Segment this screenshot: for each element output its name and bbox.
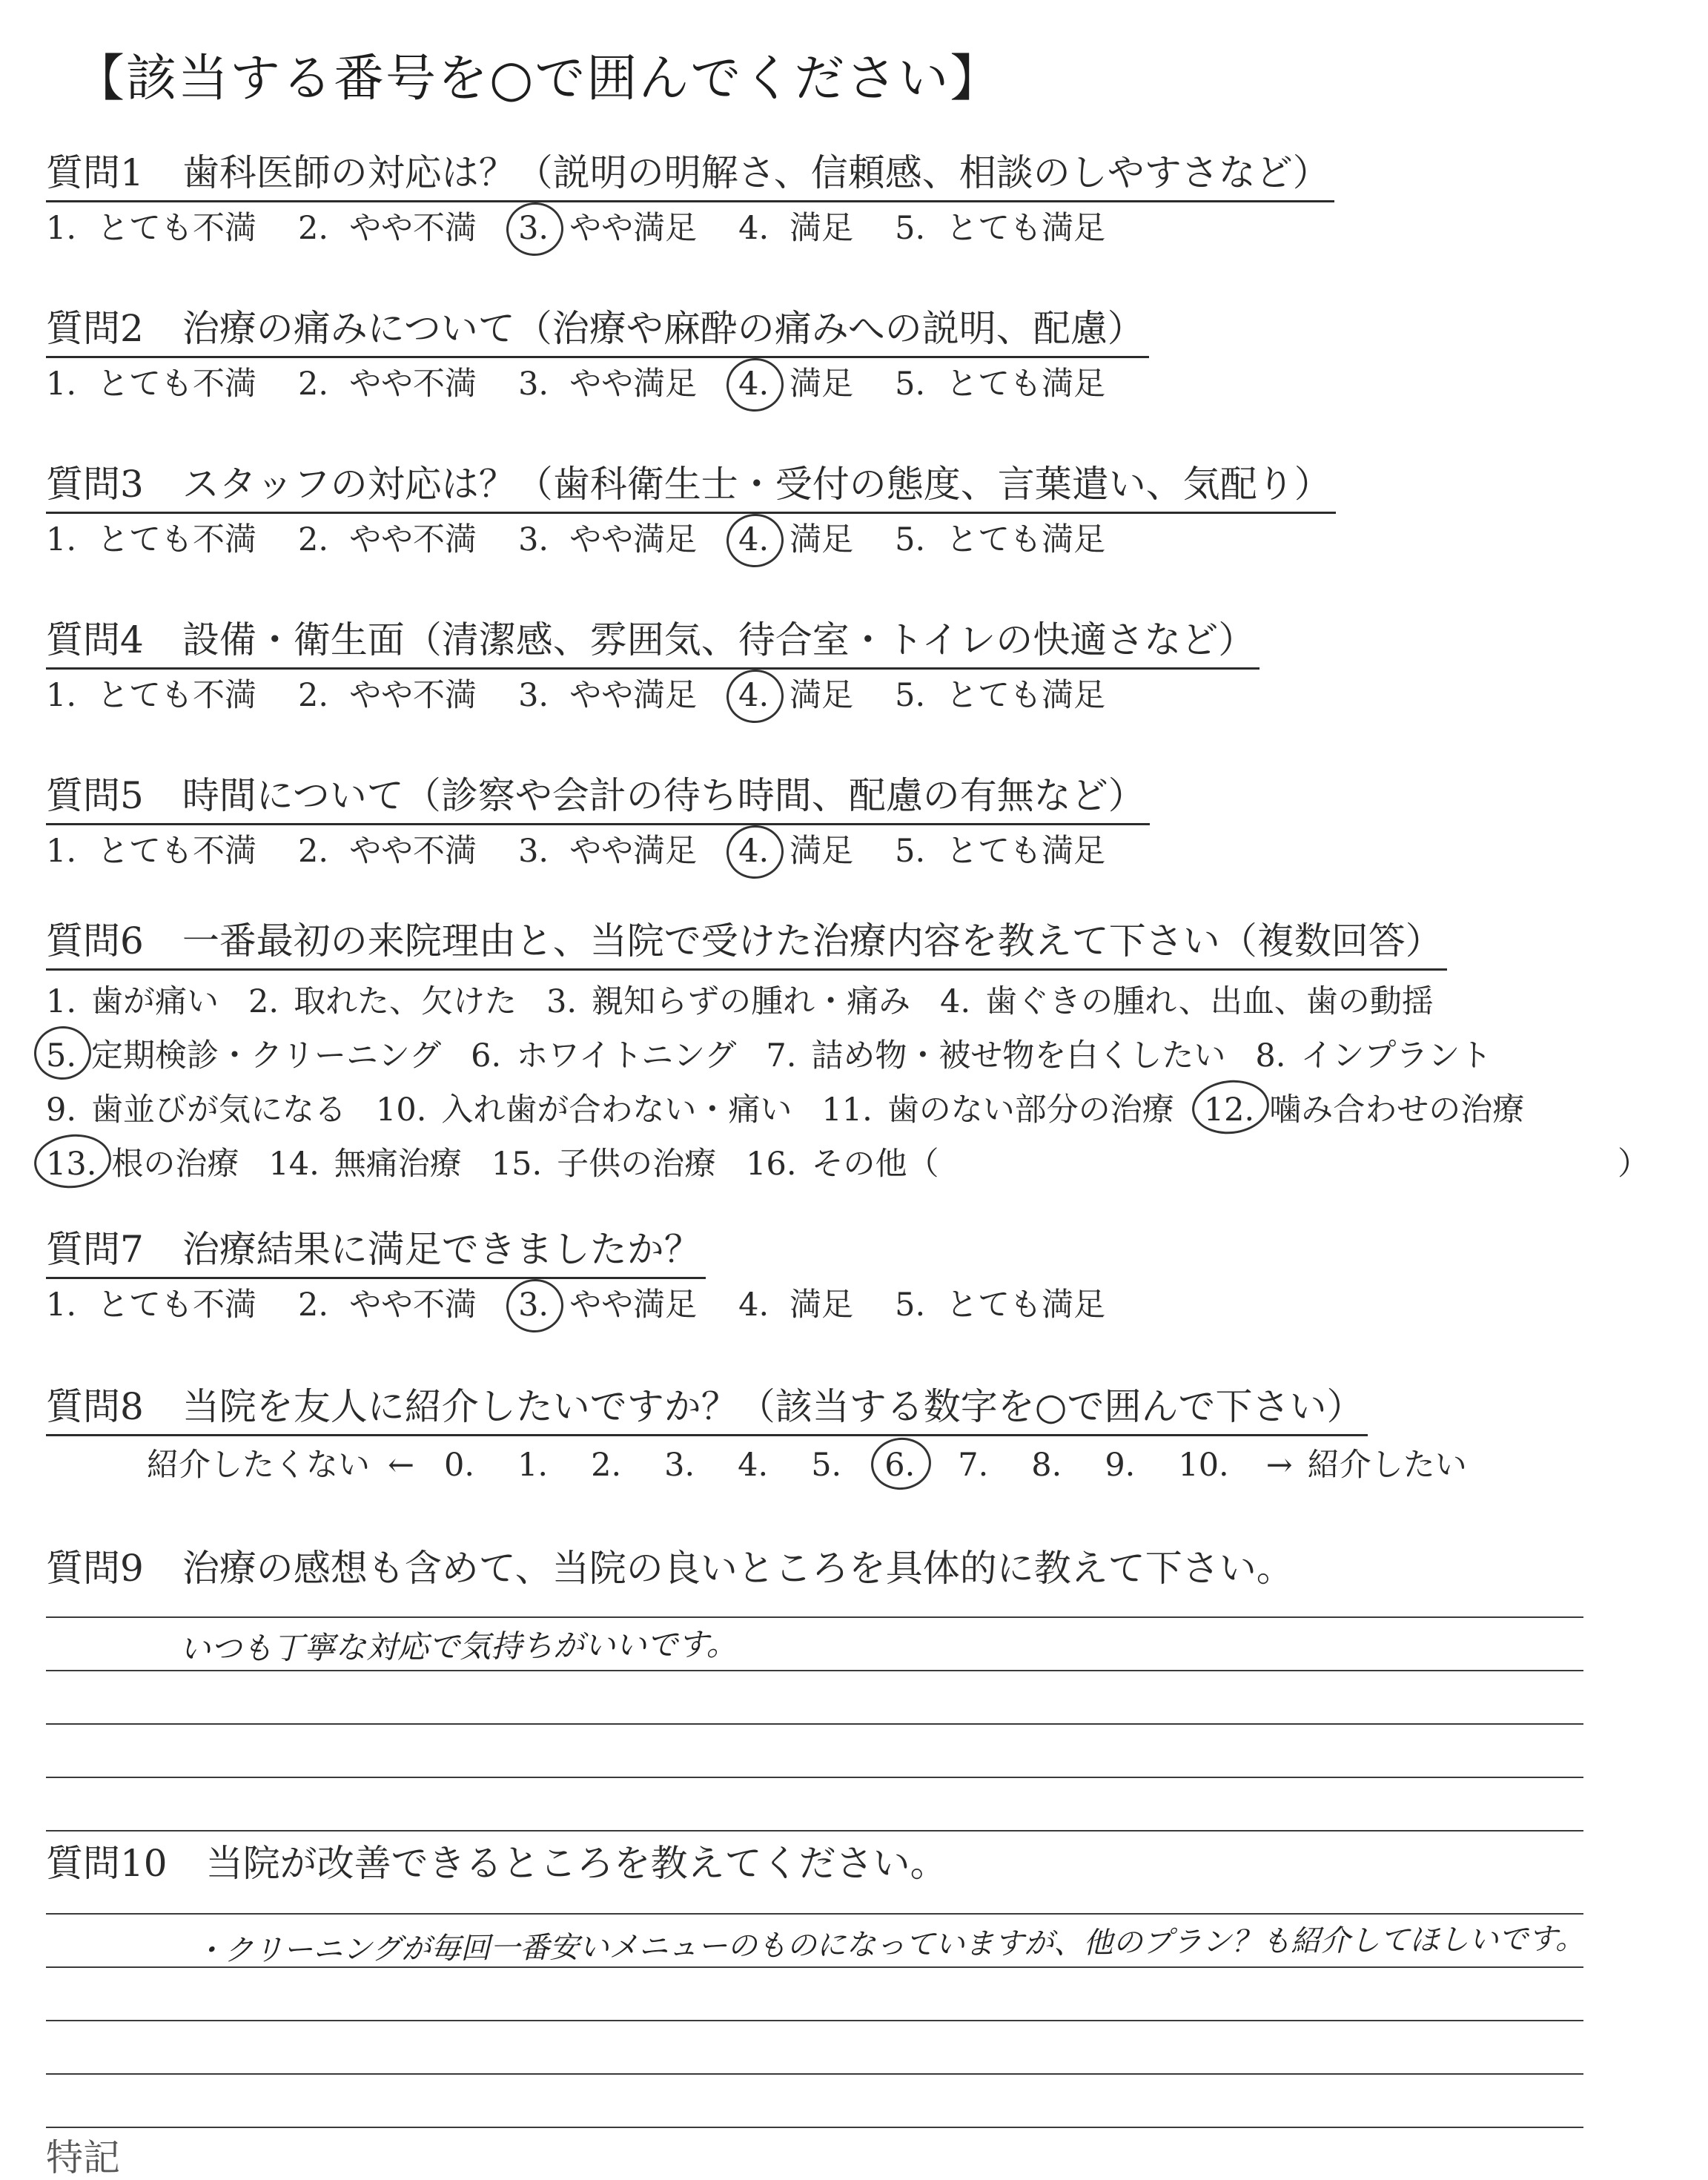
option-number: 4. — [738, 361, 769, 407]
scale-value[interactable]: 0. — [444, 1447, 475, 1484]
handwritten-answer: ・クリーニングが毎回一番安いメニューのものになっていますが、他のプラン？も紹介してほしいです。 — [193, 1921, 1586, 1969]
option[interactable] — [518, 828, 697, 874]
option-label: やや不満 — [349, 1286, 477, 1324]
question-number: 質問4 — [46, 618, 144, 661]
option-number: 5. — [895, 210, 926, 247]
option-number: 4. — [738, 1286, 769, 1324]
question-2-title — [46, 301, 1149, 358]
answer-line — [46, 1602, 1583, 1618]
option-number: 4. — [940, 983, 971, 1020]
option[interactable] — [298, 828, 477, 874]
option[interactable] — [821, 1083, 1174, 1137]
scale-value[interactable]: 5. — [811, 1447, 842, 1484]
question-10-title — [46, 1836, 952, 1891]
question-number: 質問2 — [46, 307, 144, 350]
option[interactable] — [895, 1282, 1105, 1328]
option-number: 2. — [298, 677, 329, 714]
option[interactable] — [738, 828, 853, 874]
option[interactable] — [895, 205, 1105, 251]
option[interactable] — [738, 1282, 853, 1328]
option[interactable] — [376, 1083, 792, 1137]
option-label: やや不満 — [349, 677, 477, 714]
option-label: 取れた、欠けた — [294, 983, 517, 1020]
option[interactable] — [46, 1137, 239, 1192]
option-number: 1. — [46, 521, 77, 558]
option-number: 3. — [518, 677, 549, 714]
answer-line — [46, 1725, 1583, 1778]
option-label: ） — [1618, 1146, 1649, 1183]
option-row — [46, 1137, 1677, 1192]
question-1-options — [46, 205, 1677, 251]
question-3-title — [46, 457, 1336, 514]
option[interactable] — [298, 517, 477, 563]
option-label: 定期検診・クリーニング — [91, 1037, 442, 1074]
option-number: 1. — [46, 677, 77, 714]
option[interactable] — [1255, 1029, 1492, 1083]
question-text: 歯科医師の対応は？（説明の明解さ、信頼感、相談のしやすさなど） — [182, 151, 1330, 194]
option-label: 満足 — [790, 521, 854, 558]
question-7-options — [46, 1282, 1677, 1328]
option-number: 3. — [546, 983, 577, 1020]
option-label: とても満足 — [946, 677, 1106, 714]
option-label: 歯のない部分の治療 — [887, 1091, 1174, 1129]
question-5 — [46, 768, 1677, 874]
option-number: 3. — [518, 366, 549, 403]
option[interactable] — [46, 1083, 346, 1137]
option-label: インプラント — [1300, 1037, 1492, 1074]
option[interactable] — [46, 361, 256, 407]
answer-line — [46, 2021, 1583, 2075]
question-text: 治療の感想も含めて、当院の良いところを具体的に教えて下さい。 — [182, 1547, 1294, 1590]
question-8-title — [46, 1379, 1368, 1436]
option-label: やや満足 — [569, 677, 698, 714]
next-question-partial: 特記 — [46, 2136, 120, 2179]
question-1 — [46, 145, 1677, 251]
option-label: やや満足 — [569, 210, 698, 247]
question-4 — [46, 612, 1677, 719]
option-number: 5. — [46, 1029, 76, 1083]
option-number: 15. — [491, 1146, 543, 1183]
option[interactable] — [298, 673, 477, 719]
option-label: とても満足 — [946, 833, 1106, 870]
option-number: 1. — [46, 833, 77, 870]
option-number: 2. — [248, 983, 279, 1020]
option-label: 無痛治療 — [334, 1146, 462, 1183]
option[interactable] — [518, 1282, 697, 1328]
scale-value[interactable]: 8. — [1031, 1447, 1062, 1484]
option-number: 1. — [46, 983, 77, 1020]
option-number: 1. — [46, 366, 77, 403]
answer-lines — [46, 1602, 1583, 1831]
option-label: とても満足 — [946, 210, 1106, 247]
option-label: 満足 — [790, 1286, 854, 1324]
option-number: 3. — [518, 521, 549, 558]
option[interactable] — [895, 828, 1105, 874]
question-number: 質問7 — [46, 1228, 144, 1271]
answer-line — [46, 1671, 1583, 1725]
option[interactable] — [738, 205, 853, 251]
question-9 — [46, 1541, 1677, 1831]
option[interactable] — [1204, 1083, 1524, 1137]
question-9-title — [46, 1541, 1298, 1596]
option-number: 14. — [268, 1146, 320, 1183]
option-label: 親知らずの腫れ・痛み — [592, 983, 911, 1020]
option-label: やや満足 — [569, 833, 698, 870]
question-2-options — [46, 361, 1677, 407]
option-label: とても不満 — [97, 366, 257, 403]
answer-line — [46, 1618, 1583, 1671]
scale-value[interactable]: 7. — [958, 1447, 989, 1484]
option-number: 1. — [46, 1286, 77, 1324]
option-label: 満足 — [790, 833, 854, 870]
option[interactable] — [518, 205, 697, 251]
option-number: 5. — [895, 1286, 926, 1324]
option-number: 2. — [298, 1286, 329, 1324]
option[interactable] — [940, 975, 1434, 1029]
question-number: 質問3 — [46, 463, 144, 506]
question-number: 質問9 — [46, 1547, 144, 1590]
option-label: 噛み合わせの治療 — [1269, 1091, 1525, 1129]
option[interactable] — [46, 975, 219, 1029]
option-row — [46, 1029, 1677, 1083]
option[interactable] — [46, 205, 256, 251]
question-5-options — [46, 828, 1677, 874]
question-3 — [46, 457, 1677, 563]
scale-left-label: 紹介したくない — [147, 1447, 370, 1484]
scale-value[interactable]: 4. — [738, 1447, 769, 1484]
answer-line — [46, 2075, 1583, 2128]
page-heading: 【該当する番号を○で囲んでください】 — [74, 50, 1002, 108]
option-label: とても不満 — [97, 521, 257, 558]
option-label: とても満足 — [946, 366, 1106, 403]
question-7-title — [46, 1222, 706, 1279]
recommend-scale — [147, 1439, 1677, 1491]
question-6-title — [46, 914, 1447, 971]
option-number: 5. — [895, 677, 926, 714]
option-number: 5. — [895, 521, 926, 558]
question-number: 質問8 — [46, 1385, 144, 1428]
option-label: やや不満 — [349, 833, 477, 870]
option — [1618, 1137, 1649, 1192]
option[interactable] — [738, 673, 853, 719]
option-label: 満足 — [790, 366, 854, 403]
option[interactable] — [518, 361, 697, 407]
question-10 — [46, 1836, 1677, 2128]
option-number: 4. — [738, 673, 769, 719]
option-label: とても満足 — [946, 521, 1106, 558]
option-label: 根の治療 — [111, 1146, 239, 1183]
question-6 — [46, 914, 1677, 1192]
option-number: 3. — [518, 205, 549, 251]
option-number: 11. — [821, 1091, 873, 1129]
left-arrow-icon: ← — [388, 1447, 415, 1484]
option-label: やや満足 — [569, 521, 698, 558]
question-text: 当院が改善できるところを教えてください。 — [205, 1842, 947, 1885]
option-number: 4. — [738, 210, 769, 247]
option-label: やや満足 — [569, 366, 698, 403]
scale-value[interactable]: 2. — [591, 1447, 622, 1484]
option[interactable] — [518, 517, 697, 563]
option-number: 2. — [298, 521, 329, 558]
option[interactable] — [46, 673, 256, 719]
question-2 — [46, 301, 1677, 407]
question-text: 当院を友人に紹介したいですか？（該当する数字を○で囲んで下さい） — [182, 1385, 1364, 1428]
question-number: 質問5 — [46, 774, 144, 817]
option-label: その他（ — [811, 1146, 939, 1183]
option-number: 4. — [738, 828, 769, 874]
option-number: 5. — [895, 366, 926, 403]
option[interactable] — [46, 517, 256, 563]
option-label: とても不満 — [97, 677, 257, 714]
scale-value[interactable]: 1. — [517, 1447, 549, 1484]
answer-lines — [46, 1897, 1586, 2128]
question-4-title — [46, 612, 1260, 670]
option-label: 歯ぐきの腫れ、出血、歯の動揺 — [985, 983, 1434, 1020]
option[interactable] — [766, 1029, 1225, 1083]
option[interactable] — [46, 1282, 256, 1328]
option[interactable] — [298, 1282, 477, 1328]
scale-value[interactable]: 9. — [1105, 1447, 1136, 1484]
option-label: 歯並びが気になる — [91, 1091, 347, 1129]
option-row — [46, 1083, 1677, 1137]
question-3-options — [46, 517, 1677, 563]
question-5-title — [46, 768, 1150, 825]
option-number: 9. — [46, 1091, 77, 1129]
option[interactable] — [298, 205, 477, 251]
option[interactable] — [738, 361, 853, 407]
scale-right-label: 紹介したい — [1307, 1447, 1467, 1484]
option-label: 詰め物・被せ物を白くしたい — [811, 1037, 1226, 1074]
scale-value[interactable]: 6. — [884, 1439, 915, 1491]
option[interactable] — [895, 517, 1105, 563]
option-number: 2. — [298, 833, 329, 870]
question-number: 質問1 — [46, 151, 144, 194]
option-row — [46, 975, 1677, 1029]
option-number: 4. — [738, 517, 769, 563]
option-label: とても満足 — [946, 1286, 1106, 1324]
option-label: 満足 — [790, 677, 854, 714]
answer-line — [46, 1915, 1586, 1969]
question-number: 質問10 — [46, 1842, 168, 1885]
option[interactable] — [491, 1137, 716, 1192]
scale-value[interactable]: 10. — [1178, 1447, 1229, 1484]
option-label: 入れ歯が合わない・痛い — [441, 1091, 792, 1129]
option[interactable] — [471, 1029, 736, 1083]
option-number: 12. — [1204, 1083, 1254, 1137]
option-label: とても不満 — [97, 833, 257, 870]
question-text: 治療結果に満足できましたか？ — [182, 1228, 701, 1271]
scale-value[interactable]: 3. — [664, 1447, 695, 1484]
question-1-title — [46, 145, 1334, 202]
question-text: 設備・衛生面（清潔感、雰囲気、待合室・トイレの快適さなど） — [182, 618, 1256, 661]
option[interactable] — [268, 1137, 461, 1192]
question-8 — [46, 1379, 1677, 1491]
option[interactable] — [895, 673, 1105, 719]
question-text: 時間について（診察や会計の待ち時間、配慮の有無など） — [182, 774, 1145, 817]
right-arrow-icon: → — [1265, 1447, 1293, 1484]
option-label: やや不満 — [349, 210, 477, 247]
handwritten-answer: いつも丁寧な対応で気持ちがいいです。 — [179, 1625, 738, 1668]
option-number: 7. — [766, 1037, 797, 1074]
option-number: 3. — [518, 1282, 549, 1328]
question-4-options — [46, 673, 1677, 719]
option[interactable] — [248, 975, 517, 1029]
option[interactable] — [546, 975, 910, 1029]
question-text: 治療の痛みについて（治療や麻酔の痛みへの説明、配慮） — [182, 307, 1145, 350]
option-number: 3. — [518, 833, 549, 870]
option-number: 13. — [46, 1137, 96, 1192]
option-number: 8. — [1255, 1037, 1286, 1074]
option-number: 6. — [471, 1037, 502, 1074]
option-number: 5. — [895, 833, 926, 870]
option-number: 10. — [376, 1091, 427, 1129]
option-label: とても不満 — [97, 210, 257, 247]
answer-line — [46, 1968, 1583, 2021]
question-7 — [46, 1222, 1677, 1328]
option-number: 2. — [298, 210, 329, 247]
option[interactable] — [738, 517, 853, 563]
question-text: スタッフの対応は？（歯科衛生士・受付の態度、言葉遣い、気配り） — [182, 463, 1331, 506]
option-number: 1. — [46, 210, 77, 247]
answer-line — [46, 1897, 1583, 1915]
option-label: とても不満 — [97, 1286, 257, 1324]
option[interactable] — [518, 673, 697, 719]
option-number: 2. — [298, 366, 329, 403]
option-label: 歯が痛い — [91, 983, 219, 1020]
option-label: 満足 — [790, 210, 854, 247]
question-number: 質問6 — [46, 919, 144, 962]
option[interactable] — [298, 361, 477, 407]
option-label: 子供の治療 — [557, 1146, 717, 1183]
option-label: やや不満 — [349, 521, 477, 558]
question-6-options — [46, 975, 1677, 1192]
option-label: やや不満 — [349, 366, 477, 403]
option[interactable] — [746, 1137, 939, 1192]
question-text: 一番最初の来院理由と、当院で受けた治療内容を教えて下さい（複数回答） — [182, 919, 1443, 962]
option-label: ホワイトニング — [516, 1037, 737, 1074]
option[interactable] — [895, 361, 1105, 407]
answer-line — [46, 1778, 1583, 1831]
option[interactable] — [46, 1029, 441, 1083]
option-label: やや満足 — [569, 1286, 698, 1324]
option[interactable] — [46, 828, 256, 874]
option-number: 16. — [746, 1146, 797, 1183]
